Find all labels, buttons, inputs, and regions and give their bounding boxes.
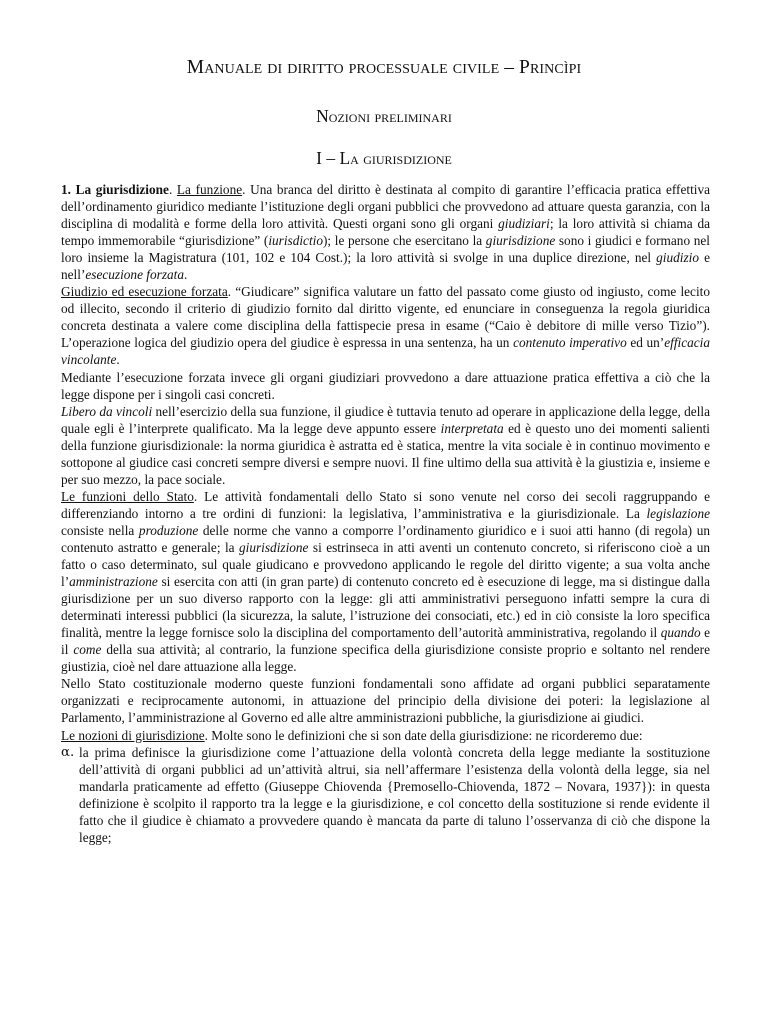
document-title: Manuale di diritto processuale civile – Princìpi [186,57,582,78]
chapter-title: I – La giurisdizione [316,148,452,168]
paragraph-nozioni: Le nozioni di giurisdizione. Molte sono le definizioni che si son date della giurisdizione: ne ricorderemo due: [61,727,643,743]
paragraph-heading: 1. La giurisdizione [61,182,169,197]
subheading-funzioni-stato: Le funzioni dello Stato [61,488,194,504]
paragraph-esecuzione: Mediante l’esecuzione forzata invece gli organi giudiziari provvedono a dare attuazione pratica effettiva a ciò che la legge dispone per i singoli casi concreti. [61,369,710,402]
subheading-giudizio: Giudizio ed esecuzione forzata [61,284,228,300]
subheading-la-funzione: La funzione [176,182,243,197]
paragraph-la-funzione: 1. La giurisdizione. La funzione. Una branca del diritto è destinata al compito di garantire l’efficacia pratica effettiva dell’ordinamento giuridico mediante l’istituzione degli organi pubblici che provvedono ad attuare questa garanzia, con la disciplina di modalità e forme della loro attività. Questi organi sono gli organi giudiziari; la loro attività si chiama da tempo immemorabile “giurisdizione” (iurisdictio); le persone che esercitano la giurisdizione sono i giudici e formano nel loro insieme la Magistratura (101, 102 e 104 Cost.); la loro attività si svolge in una duplice direzione, nel giudizio e nell’esecuzione forzata. [61,182,711,283]
paragraph-giudizio: Giudizio ed esecuzione forzata. “Giudicare” significa valutare un fatto del passato come giusto od ingiusto, come lecito od illecito, secondo il criterio di giudizio fornito dal diritto vigente, ed enunciare in conseguenza la regola giuridica concreta destinata a valere come disciplina della fattispecie presa in esame (“Caio è debitore di mille verso Tizio”). L’operazione logica del giudizio opera del giudice è espressa in una sentenza, ha un contenuto imperativo ed un’efficacia vincolante. [61,284,710,368]
section-subtitle: Nozioni preliminari [316,106,452,126]
list-item: α. la prima definisce la giurisdizione come l’attuazione della volontà concreta della legge mediante la sostituzione dell’attività di organi pubblici ad un’attività altrui, sia nell’affermare l’esistenza della volontà della legge, sia nel mandarla praticamente ad effetto (Giuseppe Chiovenda {Premosello-Chiovenda, 1872 – Novara, 1937}): in questa definizione è scolpito il rapporto tra la legge e la giurisdizione, e col concetto della sostituzione si rende evidente il fatto che il giudice è chiamato a provvedere quando è mancata da parte di taluno l’osservanza di ciò che dispone la legge; [61,744,710,845]
list-marker: α. [61,744,75,760]
paragraph-stato-costituzionale: Nello Stato costituzionale moderno queste funzioni fondamentali sono affidate ad organi pubblici separatamente organizzati e reciprocamente autonomi, in attuazione del principio della divisione dei poteri: la legislazione al Parlamento, l’amministrazione al Governo ed alle altre amministrazioni pubbliche, la giurisdizione ai giudici. [61,676,710,726]
subheading-nozioni: Le nozioni di giurisdizione [61,727,205,743]
paragraph-libero: Libero da vincoli nell’esercizio della sua funzione, il giudice è tuttavia tenuto ad operare in applicazione della legge, della quale egli è l’interprete qualificato. Ma la legge deve appunto essere interpretata ed è questo uno dei momenti salienti della funzione giurisdizionale: la norma giuridica è astratta ed è statica, mentre la vita sociale è in continuo movimento e sottopone al giudice casi concreti sempre diversi e sempre nuovi. Il fine ultimo della sua attività è la giustizia e, insieme e per suo mezzo, la pace sociale. [61,403,710,487]
paragraph-funzioni-stato: Le funzioni dello Stato. Le attività fondamentali dello Stato si sono venute nel corso dei secoli raggruppando e differenziando intorno a tre ordini di funzioni: la legislativa, l’amministrativa e la giurisdizionale. La legislazione consiste nella produzione delle norme che vanno a comporre l’ordinamento giuridico e i suoi atti hanno (di regola) un contenuto astratto e generale; la giurisdizione si estrinseca in atti aventi un contenuto concreto, si riferiscono cioè a un fatto o caso determinato, sul quale giudicano e provvedono applicando le regole del diritto vigente; a sua volta anche l’amministrazione si esercita con atti (in gran parte) di contenuto concreto ed è esecuzione di legge, ma si distingue dalla giurisdizione per un suo diverso rapporto con la legge: gli atti amministrativi perseguono infatti sempre la cura di determinati interessi pubblici (la sicurezza, la salute, l’istruzione dei consociati, etc.) ed in ciò consiste la loro specifica finalità, mentre la legge fornisce solo la disciplina del comportamento dell’autorità amministrativa, regolando il quando e il come della sua attività; al contrario, la funzione specifica della giurisdizione consiste proprio e soltanto nel rendere giustizia, cioè nel dare attuazione alla legge. [61,488,711,675]
document-body [61,181,710,846]
